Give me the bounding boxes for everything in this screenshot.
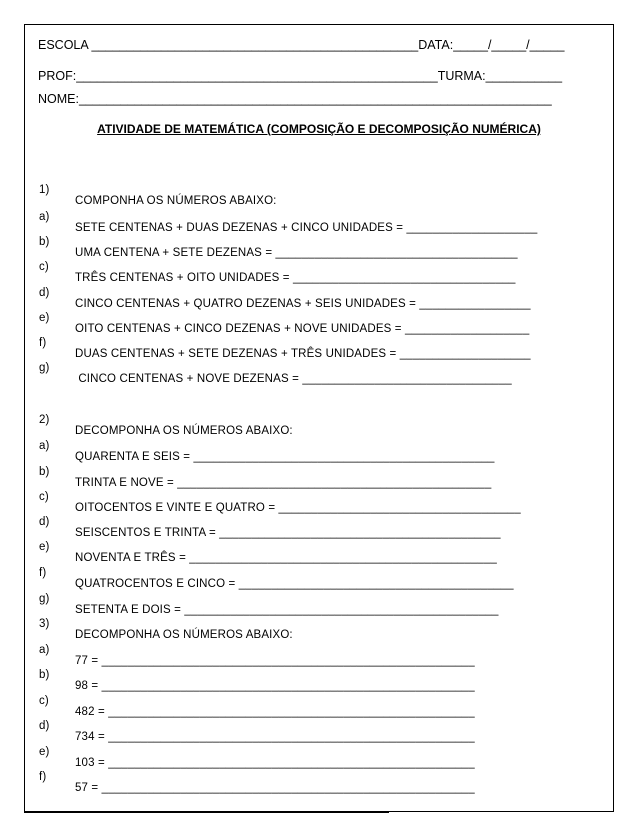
item-text: SETE CENTENAS + DUAS DEZENAS + CINCO UNIDADES = ____________________ — [75, 222, 538, 234]
item-label: e) — [39, 311, 50, 324]
section3-number: 3) — [39, 617, 50, 630]
section2-heading-text: DECOMPONHA OS NÚMEROS ABAIXO: — [75, 425, 293, 437]
item-text: 77 = _________________________________________________________ — [75, 655, 475, 667]
item-label: e) — [39, 745, 50, 758]
item-label: a) — [39, 439, 50, 452]
item-text: 482 = ________________________________________________________ — [75, 706, 475, 718]
item-text: QUATROCENTOS E CINCO = __________________________________________ — [75, 578, 514, 590]
item-label: f) — [39, 566, 47, 579]
item-text: 734 = ________________________________________________________ — [75, 731, 475, 743]
item-label: g) — [39, 592, 50, 605]
item-text: SEISCENTOS E TRINTA = ___________________________________________ — [75, 527, 501, 539]
item-label: a) — [39, 643, 50, 656]
item-label: c) — [39, 694, 49, 707]
item-label: b) — [39, 235, 50, 248]
item-text: CINCO CENTENAS + QUATRO DEZENAS + SEIS UNIDADES = _________________ — [75, 298, 531, 310]
item-text: NOVENTA E TRÊS = _______________________________________________ — [75, 552, 497, 564]
item-label: b) — [39, 465, 50, 478]
bottom-rule — [24, 812, 389, 813]
item-text: CINCO CENTENAS + NOVE DEZENAS = ________________________________ — [75, 373, 512, 385]
item-text: 57 = _________________________________________________________ — [75, 782, 475, 794]
worksheet-title: ATIVIDADE DE MATEMÁTICA (COMPOSIÇÃO E DECOMPOSIÇÃO NUMÉRICA) — [97, 122, 541, 136]
item-label: f) — [39, 770, 47, 783]
item-text: SETENTA E DOIS = ________________________________________________ — [75, 604, 499, 616]
item-text: OITO CENTENAS + CINCO DEZENAS + NOVE UNIDADES = ___________________ — [75, 323, 530, 335]
item-label: c) — [39, 260, 49, 273]
item-label: g) — [39, 361, 50, 374]
item-text: TRÊS CENTENAS + OITO UNIDADES = __________________________________ — [75, 272, 516, 284]
item-text: TRINTA E NOVE = ________________________________________________ — [75, 477, 492, 489]
item-label: c) — [39, 490, 49, 503]
item-text: DUAS CENTENAS + SETE DEZENAS + TRÊS UNIDADES = ____________________ — [75, 348, 531, 360]
section1-number: 1) — [39, 183, 50, 196]
item-label: d) — [39, 515, 50, 528]
item-label: f) — [39, 336, 47, 349]
item-text: 98 = _________________________________________________________ — [75, 680, 475, 692]
item-text: QUARENTA E SEIS = ______________________________________________ — [75, 451, 495, 463]
item-text: OITOCENTOS E VINTE E QUATRO = _____________________________________ — [75, 502, 521, 514]
header-nome: NOME:____________________________________________________________________ — [38, 92, 552, 106]
section1-heading-text: COMPONHA OS NÚMEROS ABAIXO: — [75, 195, 277, 207]
item-text: UMA CENTENA + SETE DEZENAS = _____________________________________ — [75, 247, 518, 259]
section2-number: 2) — [39, 413, 50, 426]
item-label: a) — [39, 210, 50, 223]
header-prof-turma: PROF:____________________________________________________TURMA:___________ — [38, 69, 563, 83]
item-label: d) — [39, 719, 50, 732]
header-escola-data: ESCOLA _______________________________________________DATA:_____/_____/_____ — [38, 38, 565, 52]
item-label: e) — [39, 540, 50, 553]
item-text: 103 = ________________________________________________________ — [75, 757, 475, 769]
item-label: d) — [39, 286, 50, 299]
section3-heading-text: DECOMPONHA OS NÚMEROS ABAIXO: — [75, 629, 293, 641]
item-label: b) — [39, 668, 50, 681]
worksheet-frame — [24, 24, 614, 812]
